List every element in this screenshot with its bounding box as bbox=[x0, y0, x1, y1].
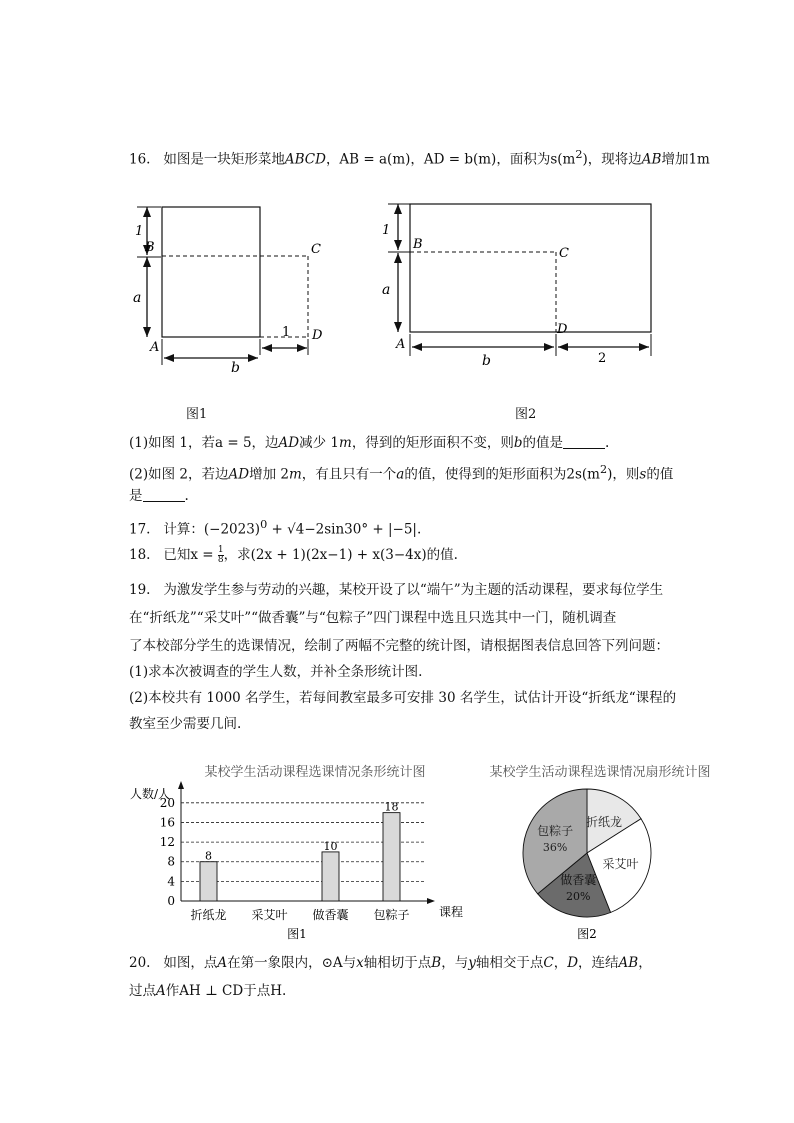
q16-p2-end: . bbox=[184, 488, 189, 504]
q16-p2-text: 是 bbox=[129, 488, 143, 504]
q20-text: 在第一象限内，⊙A与 bbox=[227, 955, 357, 971]
q20-text: 如图，点 bbox=[163, 955, 218, 971]
q19-line1 bbox=[129, 580, 663, 600]
q16-part2 bbox=[129, 460, 673, 485]
fig1-label-D: D bbox=[312, 328, 323, 343]
q20-text: ， bbox=[638, 955, 652, 971]
bar bbox=[322, 852, 339, 901]
q18 bbox=[129, 545, 458, 565]
q19-part1: (1)求本次被调查的学生人数，并补全条形统计图. bbox=[129, 664, 423, 680]
bar-y-tick-label: 16 bbox=[159, 815, 175, 830]
q16-p1-text: ，得到的矩形面积不变，则 bbox=[351, 435, 514, 451]
q20-line1 bbox=[129, 953, 652, 973]
q18-number: 18. bbox=[129, 547, 151, 563]
q20-text: ，连结 bbox=[578, 955, 619, 971]
pie-label: 做香囊 bbox=[560, 873, 597, 888]
q20-text: 轴相切于点 bbox=[363, 955, 432, 971]
q20-var: D bbox=[567, 955, 579, 971]
q16-p1-ad: AD bbox=[278, 435, 300, 451]
q16-text: )，现将边 bbox=[582, 151, 642, 168]
q16-part1 bbox=[129, 433, 609, 453]
q16-p2-m: m bbox=[288, 466, 302, 483]
q18-text: ，求(2x + 1)(2x−1) + x(3−4x)的值. bbox=[223, 547, 458, 563]
q20-var: A bbox=[156, 983, 166, 999]
pie-percent-label: 20% bbox=[566, 890, 591, 904]
bar-x-tick-label: 采艾叶 bbox=[251, 908, 288, 922]
q18-frac-den: 8 bbox=[217, 555, 224, 565]
q20-text: ，与 bbox=[441, 955, 469, 971]
q16-p1-text: (1)如图 1，若a = 5，边 bbox=[129, 435, 279, 451]
fig2-label-C: C bbox=[559, 246, 569, 261]
pie-label: 采艾叶 bbox=[602, 856, 639, 871]
q20-text: ， bbox=[553, 955, 568, 971]
q20-var: A bbox=[217, 955, 228, 971]
q20-var: B bbox=[431, 955, 442, 971]
fig1-left-dim: a bbox=[133, 290, 142, 306]
q16-figure-2 bbox=[370, 190, 670, 380]
fig2-label-D: D bbox=[557, 322, 568, 337]
q16-p2-a: a bbox=[396, 466, 405, 483]
bar-x-tick-label: 做香囊 bbox=[312, 908, 349, 922]
q16-text: 如图是一块矩形菜地 bbox=[163, 151, 285, 168]
fig2-ext-dim: 2 bbox=[598, 351, 607, 366]
q16-p2-text: (2)如图 2，若边 bbox=[129, 466, 229, 483]
fig2-label-A: A bbox=[396, 337, 406, 352]
q16-p2-text: 的值，使得到的矩形面积为2s(m bbox=[404, 466, 600, 483]
bar-x-tick-label: 折纸龙 bbox=[190, 908, 227, 922]
q20-number: 20. bbox=[129, 955, 151, 971]
bar-y-tick-label: 20 bbox=[159, 795, 175, 810]
q16-p2-sup: 2 bbox=[599, 463, 608, 476]
fig1-label-A: A bbox=[150, 340, 160, 355]
q16-p2-answer-blank[interactable] bbox=[143, 487, 185, 502]
bar-y-axis-arrow bbox=[178, 781, 184, 789]
fig2-bottom-dim: b bbox=[482, 353, 491, 369]
q16-p1-text: 减少 1 bbox=[299, 435, 340, 451]
fig2-left-dim: a bbox=[382, 282, 391, 298]
q16-part2-cont bbox=[129, 486, 189, 506]
q20-var: C bbox=[543, 955, 554, 971]
q17-text-rest: + √4−2sin30° + |−5|. bbox=[267, 521, 422, 538]
q16-abcd: ABCD bbox=[284, 151, 326, 168]
pie-chart bbox=[475, 758, 735, 943]
fig1-label-B: B bbox=[145, 240, 155, 255]
fig2-label-B: B bbox=[413, 237, 423, 252]
bar bbox=[200, 862, 217, 901]
bar-chart-title: 某校学生活动课程选课情况条形统计图 bbox=[204, 765, 426, 780]
pie-chart-caption: 图2 bbox=[577, 927, 597, 941]
q16-p1-answer-blank[interactable] bbox=[563, 434, 605, 449]
bar-value-label: 18 bbox=[384, 800, 399, 814]
bar-chart-xlabel: 课程 bbox=[439, 905, 464, 919]
q20-var: y bbox=[468, 955, 476, 971]
q16-p2-text: 增加 2 bbox=[249, 466, 289, 483]
bar-y-tick-label: 4 bbox=[167, 874, 175, 889]
q20-var: AB bbox=[618, 955, 639, 971]
bar-chart bbox=[125, 758, 475, 943]
bar-x-tick-label: 包粽子 bbox=[373, 908, 410, 922]
q16-figure-1 bbox=[125, 195, 345, 385]
fig2-caption: 图2 bbox=[515, 407, 537, 422]
bar-chart-caption: 图1 bbox=[287, 927, 307, 941]
q20-text: 作AH ⊥ CD于点H. bbox=[165, 983, 287, 999]
fig1-bottom-dim: b bbox=[231, 360, 240, 376]
fig1-top-dim: 1 bbox=[135, 224, 144, 239]
fig1-right-dim: 1 bbox=[282, 325, 291, 340]
q19-line2: 在“折纸龙”“采艾叶”“做香囊”与“包粽子”四门课程中选且只选其中一门，随机调查 bbox=[129, 610, 617, 626]
fig2-top-dim: 1 bbox=[382, 223, 391, 238]
pie-label: 折纸龙 bbox=[585, 815, 622, 830]
bar-y-tick-label: 12 bbox=[159, 835, 175, 850]
q17 bbox=[129, 515, 421, 540]
bar-y-tick-label: 0 bbox=[167, 894, 175, 908]
q16-p2-ad: AD bbox=[228, 466, 250, 483]
q16-line1 bbox=[129, 145, 710, 170]
q16-number: 16. bbox=[129, 151, 151, 168]
q20-text: 过点 bbox=[129, 983, 156, 999]
q19-part2: (2)本校共有 1000 名学生，若每间教室最多可安排 30 名学生，试估计开设“折纸龙“课程的 bbox=[129, 690, 677, 706]
q20-var: x bbox=[356, 955, 364, 971]
q16-p2-s: s bbox=[639, 466, 647, 483]
q18-frac-num: 1 bbox=[217, 545, 224, 555]
q16-p1-b: b bbox=[513, 435, 523, 451]
bar bbox=[383, 813, 400, 901]
q16-text: ，AB = a(m)，AD = b(m)，面积为s(m bbox=[325, 151, 576, 168]
q19-line3: 了本校部分学生的选课情况，绘制了两幅不完整的统计图，请根据图表信息回答下列问题： bbox=[129, 638, 669, 654]
bar-x-axis-arrow bbox=[427, 898, 435, 904]
q16-p2-text: ，有且只有一个 bbox=[301, 466, 397, 483]
pie-percent-label: 36% bbox=[542, 841, 568, 855]
bar-value-label: 10 bbox=[323, 839, 338, 853]
q20-line2 bbox=[129, 981, 286, 1001]
q17-text: 计算：(−2023) bbox=[163, 521, 261, 538]
bar-chart-ylabel: 人数/人 bbox=[130, 787, 171, 801]
pie-label: 包粽子 bbox=[537, 824, 574, 839]
fig1-caption: 图1 bbox=[186, 407, 208, 422]
q17-sup: 0 bbox=[260, 518, 268, 531]
q16-p2-text: 的值 bbox=[646, 466, 674, 483]
q16-text: 增加1m bbox=[661, 151, 710, 168]
q16-p1-text: 的值是 bbox=[522, 435, 563, 451]
q16-p1-m: m bbox=[339, 435, 352, 451]
q19-text: 为激发学生参与劳动的兴趣，某校开设了以“端午”为主题的活动课程，要求每位学生 bbox=[163, 582, 664, 598]
pie-chart-title: 某校学生活动课程选课情况扇形统计图 bbox=[489, 765, 711, 780]
q17-number: 17. bbox=[129, 521, 151, 538]
q19-part2-cont: 教室至少需要几间. bbox=[129, 716, 242, 732]
q19-number: 19. bbox=[129, 582, 151, 598]
q16-sup: 2 bbox=[575, 148, 583, 161]
q20-text: 轴相交于点 bbox=[475, 955, 544, 971]
q16-p2-text: )，则 bbox=[607, 466, 640, 483]
q16-ab: AB bbox=[641, 151, 662, 168]
bar-value-label: 8 bbox=[205, 849, 212, 863]
fig1-label-C: C bbox=[311, 242, 321, 257]
q16-p1-end: . bbox=[604, 435, 610, 451]
bar-y-tick-label: 8 bbox=[167, 854, 175, 869]
q18-text: 已知x = bbox=[163, 547, 218, 563]
